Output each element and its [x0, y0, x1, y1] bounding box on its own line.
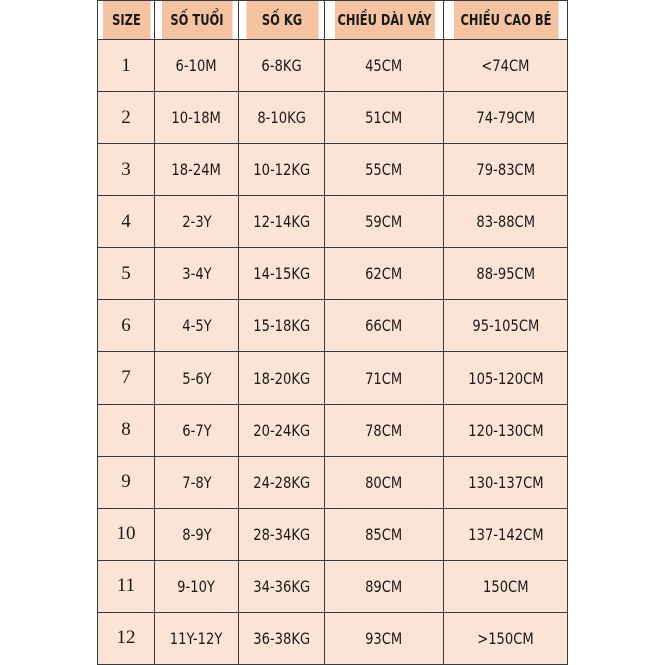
weight-cell-text: 6-8KG	[261, 56, 302, 76]
weight-cell	[239, 352, 325, 404]
dress-length-cell-text: 93CM	[365, 628, 403, 648]
dress-length-cell-text: 66CM	[365, 316, 403, 336]
age-cell	[155, 352, 239, 404]
size-cell-text: 2	[121, 106, 131, 128]
weight-cell	[239, 92, 325, 144]
dress-length-cell-text: 85CM	[365, 524, 403, 544]
size-cell	[98, 508, 155, 560]
size-cell-text: 9	[121, 471, 131, 493]
weight-cell-text: 18-20KG	[253, 368, 310, 388]
dress-length-cell-text: 78CM	[365, 420, 403, 440]
age-cell	[155, 508, 239, 560]
header-row	[98, 1, 568, 40]
dress-length-cell	[325, 196, 444, 248]
age-cell-text: 10-18M	[171, 108, 222, 128]
dress-length-cell-text: 45CM	[365, 56, 403, 76]
child-height-cell	[444, 560, 568, 612]
age-cell	[155, 40, 239, 92]
size-cell	[98, 92, 155, 144]
dress-length-cell-text: 59CM	[365, 212, 403, 232]
size-cell	[98, 300, 155, 352]
age-cell-text: 7-8Y	[181, 472, 212, 492]
age-cell	[155, 92, 239, 144]
age-cell-text: 8-9Y	[181, 524, 212, 544]
dress-length-cell	[325, 352, 444, 404]
table-header	[98, 1, 568, 40]
age-cell	[155, 612, 239, 664]
child-height-cell-text: <74CM	[481, 56, 530, 76]
age-cell	[155, 404, 239, 456]
dress-length-cell-text: 71CM	[365, 368, 403, 388]
weight-cell-text: 8-10KG	[257, 108, 306, 128]
table-row	[98, 92, 568, 144]
table-row	[98, 456, 568, 508]
dress-length-cell	[325, 508, 444, 560]
weight-cell-text: 15-18KG	[253, 316, 310, 336]
child-height-cell	[444, 352, 568, 404]
weight-cell-text: 24-28KG	[253, 472, 310, 492]
dress-length-cell	[325, 248, 444, 300]
dress-length-cell	[325, 560, 444, 612]
child-height-cell-text: 88-95CM	[476, 264, 535, 284]
age-cell-text: 3-4Y	[181, 264, 212, 284]
size-cell-text: 8	[121, 419, 131, 441]
size-cell	[98, 248, 155, 300]
header-size: SIZE	[102, 1, 150, 40]
age-cell-text: 18-24M	[171, 160, 222, 180]
child-height-cell	[444, 196, 568, 248]
weight-cell-text: 28-34KG	[253, 524, 310, 544]
size-cell	[98, 144, 155, 196]
child-height-cell	[444, 92, 568, 144]
size-cell-text: 1	[121, 54, 131, 76]
weight-cell-text: 12-14KG	[253, 212, 310, 232]
dress-length-cell	[325, 144, 444, 196]
child-height-cell-text: 83-88CM	[476, 212, 535, 232]
size-cell-text: 4	[121, 210, 131, 232]
age-cell-text: 2-3Y	[181, 212, 212, 232]
age-cell	[155, 456, 239, 508]
weight-cell	[239, 300, 325, 352]
age-cell	[155, 248, 239, 300]
size-cell	[98, 40, 155, 92]
age-cell-text: 4-5Y	[181, 316, 212, 336]
size-chart-table	[97, 0, 568, 665]
weight-cell	[239, 144, 325, 196]
child-height-cell	[444, 300, 568, 352]
child-height-cell-text: 105-120CM	[467, 368, 544, 388]
size-cell	[98, 404, 155, 456]
size-cell-text: 11	[116, 575, 136, 597]
table-row	[98, 508, 568, 560]
size-cell-text: 7	[121, 367, 131, 388]
table-row	[98, 560, 568, 612]
size-cell	[98, 612, 155, 664]
weight-cell-text: 20-24KG	[253, 420, 310, 440]
weight-cell-text: 14-15KG	[253, 264, 310, 284]
age-cell-text: 11Y-12Y	[170, 628, 223, 648]
age-cell-text: 5-6Y	[181, 368, 212, 388]
header-weight: SỐ KG	[245, 1, 318, 40]
dress-length-cell	[325, 456, 444, 508]
size-cell-text: 3	[121, 158, 131, 180]
age-cell	[155, 300, 239, 352]
weight-cell	[239, 196, 325, 248]
dress-length-cell	[325, 92, 444, 144]
child-height-cell	[444, 612, 568, 664]
table-row	[98, 352, 568, 404]
weight-cell-text: 10-12KG	[253, 160, 310, 180]
weight-cell	[239, 456, 325, 508]
child-height-cell	[444, 404, 568, 456]
age-cell	[155, 560, 239, 612]
child-height-cell	[444, 144, 568, 196]
weight-cell-text: 36-38KG	[253, 628, 310, 648]
weight-cell	[239, 40, 325, 92]
child-height-cell-text: 79-83CM	[476, 160, 535, 180]
dress-length-cell-text: 89CM	[365, 576, 403, 596]
table-row	[98, 300, 568, 352]
size-cell-text: 6	[121, 314, 131, 336]
weight-cell	[239, 248, 325, 300]
dress-length-cell-text: 80CM	[365, 472, 403, 492]
table-row	[98, 196, 568, 248]
dress-length-cell	[325, 300, 444, 352]
weight-cell	[239, 612, 325, 664]
size-cell	[98, 456, 155, 508]
size-cell-text: 5	[121, 262, 131, 284]
header-child-height: CHIỀU CAO BÉ	[453, 1, 558, 40]
size-cell-text: 12	[116, 627, 136, 649]
size-cell	[98, 352, 155, 404]
child-height-cell	[444, 248, 568, 300]
header-age: SỐ TUỔI	[161, 1, 232, 40]
child-height-cell-text: 74-79CM	[476, 108, 535, 128]
child-height-cell-text: 150CM	[482, 576, 529, 596]
table-row	[98, 612, 568, 664]
child-height-cell-text: >150CM	[477, 628, 534, 648]
child-height-cell-text: 130-137CM	[467, 472, 544, 492]
child-height-cell-text: 137-142CM	[467, 524, 544, 544]
table-row	[98, 248, 568, 300]
dress-length-cell	[325, 404, 444, 456]
dress-length-cell	[325, 40, 444, 92]
table-row	[98, 144, 568, 196]
child-height-cell	[444, 508, 568, 560]
child-height-cell-text: 120-130CM	[467, 420, 544, 440]
age-cell-text: 9-10Y	[177, 576, 216, 596]
dress-length-cell-text: 55CM	[365, 160, 403, 180]
child-height-cell	[444, 456, 568, 508]
child-height-cell-text: 95-105CM	[472, 316, 539, 336]
table-row	[98, 404, 568, 456]
age-cell	[155, 196, 239, 248]
dress-length-cell	[325, 612, 444, 664]
child-height-cell	[444, 40, 568, 92]
age-cell-text: 6-7Y	[181, 420, 212, 440]
table-row	[98, 40, 568, 92]
dress-length-cell-text: 62CM	[365, 264, 403, 284]
weight-cell	[239, 508, 325, 560]
header-dress-length: CHIỀU DÀI VÁY	[333, 1, 434, 40]
dress-length-cell-text: 51CM	[365, 108, 403, 128]
table-body	[98, 40, 568, 665]
size-cell	[98, 560, 155, 612]
size-cell	[98, 196, 155, 248]
weight-cell-text: 34-36KG	[253, 576, 310, 596]
weight-cell	[239, 404, 325, 456]
age-cell-text: 6-10M	[175, 56, 218, 76]
weight-cell	[239, 560, 325, 612]
size-cell-text: 10	[116, 523, 136, 545]
age-cell	[155, 144, 239, 196]
